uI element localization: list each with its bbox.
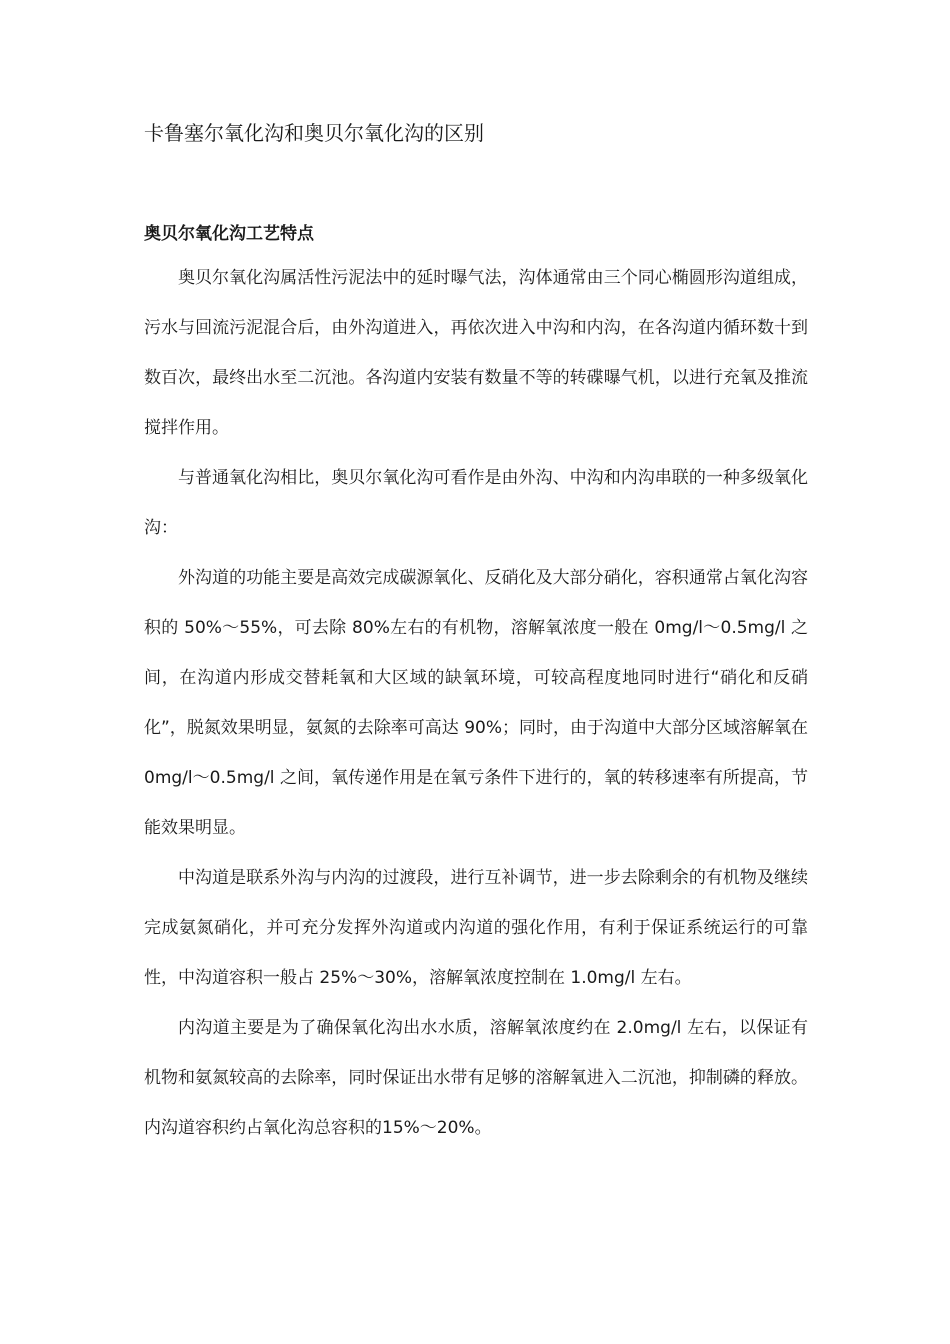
section-heading: 奥贝尔氧化沟工艺特点 bbox=[144, 224, 314, 244]
paragraph-comparison: 与普通氧化沟相比，奥贝尔氧化沟可看作是由外沟、中沟和内沟串联的一种多级氧化沟： bbox=[144, 468, 808, 538]
document-title: 卡鲁塞尔氧化沟和奥贝尔氧化沟的区别 bbox=[144, 121, 484, 145]
body-text bbox=[144, 253, 808, 1153]
paragraph-outer-channel: 外沟道的功能主要是高效完成碳源氧化、反硝化及大部分硝化，容积通常占氧化沟容积的 50%～55%，可去除 80%左右的有机物，溶解氧浓度一般在 0mg/l～0.5mg/l 之间，在沟道内形成交替耗氧和大区域的缺氧环境，可较高程度地同时进行“硝化和反硝化”，脱氮效果明显，氨氮的去除率可高达 90%；同时，由于沟道中大部分区域溶解氧在 0mg/l～0.5mg/l 之间，氧传递作用是在氧亏条件下进行的，氧的转移速率有所提高，节能效果明显。 bbox=[144, 568, 808, 838]
paragraph-inner-channel: 内沟道主要是为了确保氧化沟出水水质，溶解氧浓度约在 2.0mg/l 左右，以保证有机物和氨氮较高的去除率，同时保证出水带有足够的溶解氧进入二沉池，抑制磷的释放。内沟道容积约占氧化沟总容积的15%～20%。 bbox=[144, 1018, 808, 1138]
paragraph-middle-channel: 中沟道是联系外沟与内沟的过渡段，进行互补调节，进一步去除剩余的有机物及继续完成氨氮硝化，并可充分发挥外沟道或内沟道的强化作用，有利于保证系统运行的可靠性，中沟道容积一般占 25%～30%，溶解氧浓度控制在 1.0mg/l 左右。 bbox=[144, 868, 808, 988]
paragraph-intro: 奥贝尔氧化沟属活性污泥法中的延时曝气法，沟体通常由三个同心椭圆形沟道组成，污水与回流污泥混合后，由外沟道进入，再依次进入中沟和内沟，在各沟道内循环数十到数百次，最终出水至二沉池。各沟道内安装有数量不等的转碟曝气机，以进行充氧及推流搅拌作用。 bbox=[144, 268, 808, 438]
